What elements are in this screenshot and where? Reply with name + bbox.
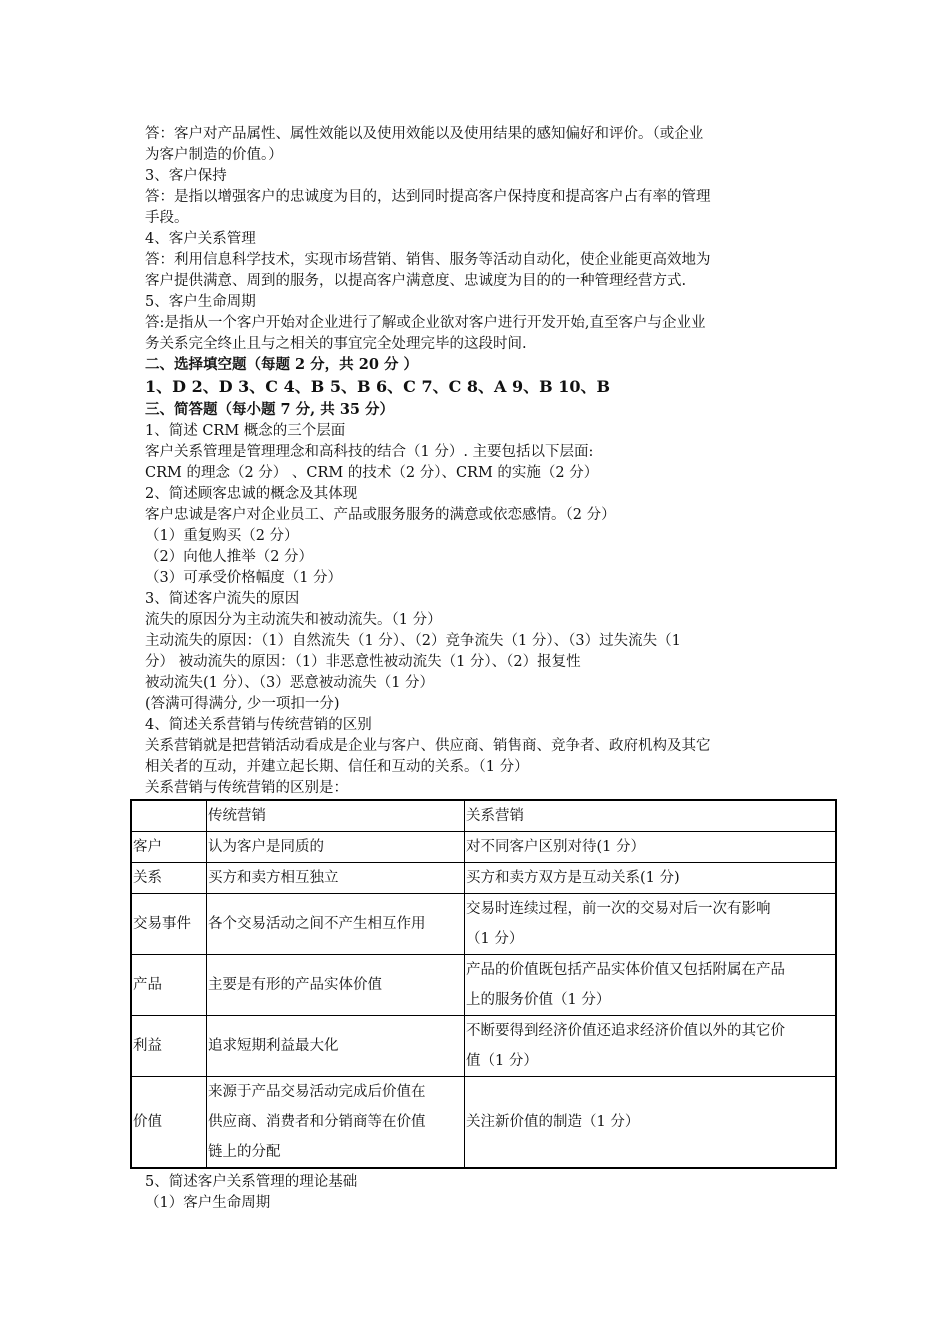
cell-line: 上的服务价值（1 分） [466, 992, 611, 1008]
traditional-cell: 各个交易活动之间不产生相互作用 [207, 894, 465, 955]
row-label: 关系 [131, 863, 207, 894]
answer-text: 答：利用信息科学技术，实现市场营销、销售、服务等活动自动化，使企业能更高效地为 [145, 252, 711, 268]
cell-line: 不断要得到经济价值还追求经济价值以外的其它价 [466, 1023, 785, 1039]
answer-text: 被动流失(1 分）、（3）恶意被动流失（1 分） [145, 675, 435, 691]
question-heading: 5、简述客户关系管理的理论基础 [145, 1174, 358, 1190]
traditional-cell: 买方和卖方相互独立 [207, 863, 465, 894]
table-row [131, 1077, 836, 1169]
question-heading: 1、简述 CRM 概念的三个层面 [145, 423, 346, 439]
table-header-cell: 关系营销 [465, 800, 837, 832]
answer-text: 流失的原因分为主动流失和被动流失。（1 分） [145, 612, 442, 628]
answer-text: 答：是指以增强客户的忠诚度为目的，达到同时提高客户保持度和提高客户占有率的管理 [145, 189, 711, 205]
question-heading: 4、简述关系营销与传统营销的区别 [145, 717, 372, 733]
term-heading: 4、客户关系管理 [145, 231, 256, 247]
traditional-cell: 追求短期利益最大化 [207, 1016, 465, 1077]
cell-line: 供应商、消费者和分销商等在价值 [208, 1114, 426, 1130]
question-heading: 3、简述客户流失的原因 [145, 591, 300, 607]
choice-answers: 1、D 2、D 3、C 4、B 5、B 6、C 7、C 8、A 9、B 10、B [145, 377, 611, 396]
row-label: 交易事件 [131, 894, 207, 955]
answer-text: 关系营销与传统营销的区别是： [145, 780, 348, 796]
comparison-table [130, 799, 837, 1169]
table-row [131, 894, 836, 955]
relationship-cell: 买方和卖方双方是互动关系(1 分) [465, 863, 837, 894]
traditional-cell [207, 1077, 465, 1169]
table-row [131, 832, 836, 863]
table-row [131, 1016, 836, 1077]
traditional-cell: 认为客户是同质的 [207, 832, 465, 863]
term-heading: 5、客户生命周期 [145, 294, 256, 310]
answer-text: 关系营销就是把营销活动看成是企业与客户、供应商、销售商、竞争者、政府机构及其它 [145, 738, 711, 754]
answer-text: 客户提供满意、周到的服务，以提高客户满意度、忠诚度为目的的一种管理经营方式. [145, 273, 687, 289]
answer-text: 务关系完全终止且与之相关的事宜完全处理完毕的这段时间. [145, 336, 527, 352]
answer-item: （1）重复购买（2 分） [145, 528, 299, 544]
answer-item: （2）向他人推举（2 分） [145, 549, 314, 565]
cell-line: 产品的价值既包括产品实体价值又包括附属在产品 [466, 962, 785, 978]
answer-note: (答满可得满分, 少一项扣一分) [145, 696, 340, 712]
row-label: 利益 [131, 1016, 207, 1077]
cell-line: 来源于产品交易活动完成后价值在 [208, 1084, 426, 1100]
answer-text: CRM 的理念（2 分） 、CRM 的技术（2 分）、CRM 的实施（2 分） [145, 465, 599, 481]
answer-text: 客户关系管理是管理理念和高科技的结合（1 分）. 主要包括以下层面: [145, 444, 594, 460]
relationship-cell [465, 894, 837, 955]
question-heading: 2、简述顾客忠诚的概念及其体现 [145, 486, 358, 502]
cell-line: （1 分） [466, 931, 524, 947]
answer-text: 答：客户对产品属性、属性效能以及使用效能以及使用结果的感知偏好和评价。（或企业 [145, 126, 704, 142]
table-row [131, 863, 836, 894]
cell-line: 交易时连续过程，前一次的交易对后一次有影响 [466, 901, 771, 917]
answer-text: 分） 被动流失的原因：（1）非恶意性被动流失（1 分）、（2）报复性 [145, 654, 581, 670]
answer-text: 手段。 [145, 210, 189, 226]
term-heading: 3、客户保持 [145, 168, 227, 184]
row-label: 产品 [131, 955, 207, 1016]
answer-text: 客户忠诚是客户对企业员工、产品或服务服务的满意或依恋感情。（2 分） [145, 507, 616, 523]
answer-text: 为客户制造的价值。） [145, 147, 283, 163]
table-header-cell [131, 800, 207, 832]
section-heading-2: 二、选择填空题（每题 2 分，共 20 分 ） [145, 356, 419, 373]
traditional-cell: 主要是有形的产品实体价值 [207, 955, 465, 1016]
table-header-cell: 传统营销 [207, 800, 465, 832]
relationship-cell [465, 955, 837, 1016]
answer-text: 答:是指从一个客户开始对企业进行了解或企业欲对客户进行开发开始,直至客户与企业业 [145, 315, 706, 331]
answer-text: 相关者的互动，并建立起长期、信任和互动的关系。（1 分） [145, 759, 529, 775]
row-label: 客户 [131, 832, 207, 863]
table-header-row [131, 800, 836, 832]
relationship-cell: 关注新价值的制造（1 分） [465, 1077, 837, 1169]
cell-line: 链上的分配 [208, 1144, 281, 1160]
section-heading-3: 三、简答题（每小题 7 分, 共 35 分） [145, 401, 395, 418]
table-row [131, 955, 836, 1016]
cell-line: 值（1 分） [466, 1053, 538, 1069]
row-label: 价值 [131, 1077, 207, 1169]
answer-text: 主动流失的原因：（1）自然流失（1 分）、（2）竞争流失（1 分）、（3）过失流失（1 [145, 633, 681, 649]
relationship-cell: 对不同客户区别对待(1 分） [465, 832, 837, 863]
answer-item: （1）客户生命周期 [145, 1195, 271, 1211]
relationship-cell [465, 1016, 837, 1077]
answer-item: （3）可承受价格幅度（1 分） [145, 570, 343, 586]
